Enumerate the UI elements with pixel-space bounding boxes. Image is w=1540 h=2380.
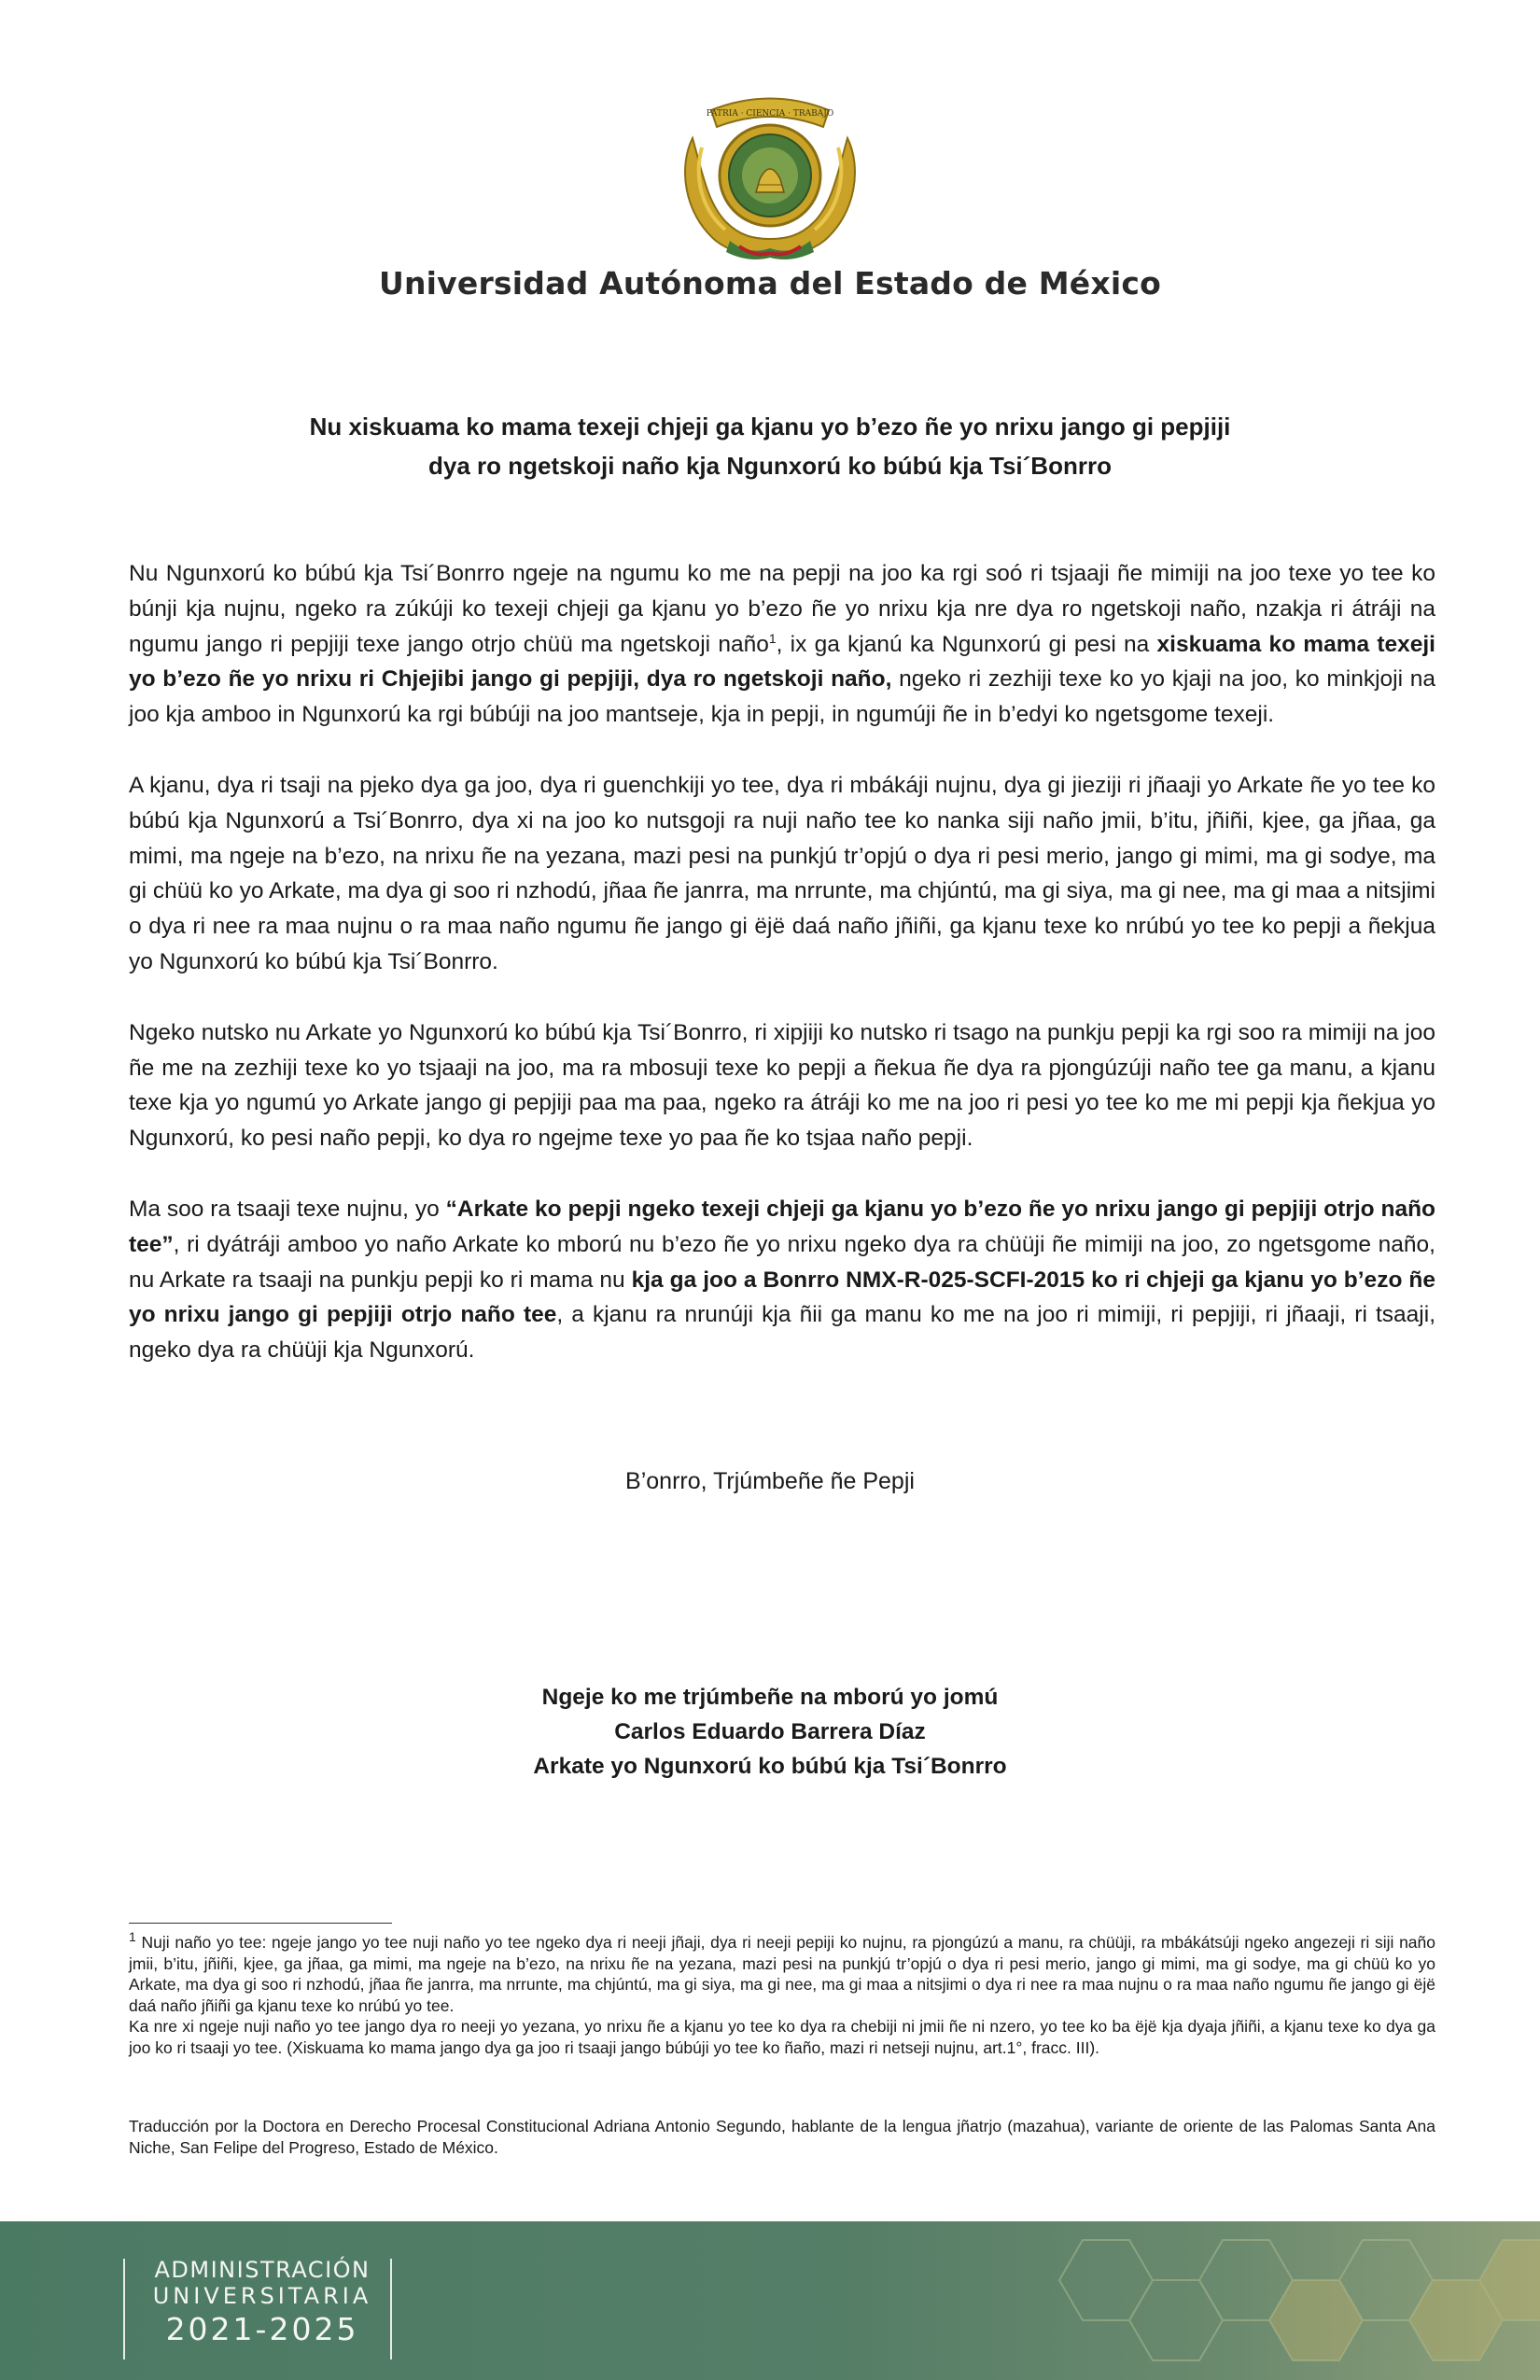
- p4-bold-1: “Arkate ko pepji ngeko texeji chjeji ga kjanu yo b’ezo ñe yo nrixu jango gi pepjiji otrjo naño tee”: [129, 1196, 1435, 1257]
- university-crest-logo: [674, 82, 866, 265]
- hexagon-pattern: [980, 2221, 1540, 2380]
- document-title: [131, 407, 1409, 485]
- footnote-paragraph-1: [129, 1929, 1435, 2016]
- footnote: [129, 1929, 1435, 2058]
- p1-text-2: , ix ga kjanú ka Ngunxorú gi pesi na: [776, 631, 1157, 657]
- administration-label: [140, 2257, 385, 2350]
- signature-name: Carlos Eduardo Barrera Díaz: [614, 1719, 926, 1744]
- p4-text-2: , ri dyátráji amboo yo naño Arkate ko mború nu b’ezo ñe yo nrixu ngeko dya ra chüüji ñe mimiji na joo, zo ngetsgome naño, nu Arkate ra tsaaji na punkju pepji ko ri mama nu: [129, 1231, 1435, 1293]
- footnote-paragraph-2: Ka nre xi ngeje nuji naño yo tee jango dya ro neeji yo yezana, yo nrixu ñe a kjanu yo tee ko dya ra chebiji ni jmii ñe ni nzero, yo tee ko ba ëjë kja dyaja jñiñi, a kjanu texe ko dya ga joo ko ri tsaaji yo tee. (Xiskuama ko mama jango dya ga joo ri tsaaji jango búbúji yo tee ko ñaño, mazi ri netseji nujnu, art.1°, fracc. III).: [129, 2017, 1435, 2057]
- p4-text-1: Ma soo ra tsaaji texe nujnu, yo: [129, 1196, 446, 1222]
- signature-role: Arkate yo Ngunxorú ko búbú kja Tsi´Bonrro: [533, 1754, 1007, 1779]
- paragraph-3: Ngeko nutsko nu Arkate yo Ngunxorú ko búbú kja Tsi´Bonrro, ri xipjiji ko nutsko ri tsago na punkju pepji ka rgi soo ra mimiji na joo ñe me na zezhiji texe ko yo tsjaaji na joo, ma ra mbosuji texe ko pepji a ñekua ñe dya ra pjongúzúji naño tee ga manu, a kjanu texe kja yo ngumú yo Arkate jango gi pepjiji paa ma paa, ngeko ra átráji ko me na joo ri pesi yo tee ko me mi pepji kja ñekjua yo Ngunxorú, ko pesi naño pepji, ko dya ro ngejme texe yo paa ñe ko tsjaa naño pepji.: [129, 1019, 1435, 1152]
- p1-text-3: ngeko ri zezhiji texe ko yo kjaji na joo, ko minkjoji na joo kja amboo in Ngunxorú ka rgi búbúji na joo mantseje, kja in pepji, in ngumúji ñe in b’edyi ko ngetsgome texeji.: [129, 666, 1435, 728]
- paragraph-2: A kjanu, dya ri tsaji na pjeko dya ga joo, dya ri guenchkiji yo tee, dya ri mbákáji nujnu, dya gi jieziji ri jñaaji yo Arkate ñe yo tee ko búbú kja Ngunxorú a Tsi´Bonrro, dya xi na joo ko nutsgoji ra nuji naño tee ko nanka siji naño jmii, b’itu, jñiñi, kjee, ga jñaa, ga mimi, ma ngeje na b’ezo, na nrixu ñe na yezana, mazi pesi na punkjú tr’opjú o dya ri pesi merio, jango gi mimi, ma gi sodye, ma gi chüü ko yo Arkate, ma dya gi soo ri nzhodú, jñaa ñe janrra, ma nrrunte, ma chjúntú, ma gi siya, ma gi nee, ma gi maa a nitsjimi o dya ri nee ra maa nujnu o ra maa naño ngumu ñe jango gi ëjë daá naño jñiñi, ga kjanu texe ko nrúbú yo tee ko pepji a ñekjua yo Ngunxorú ko búbú kja Tsi´Bonrro.: [129, 772, 1435, 974]
- footer-bracket-right: [390, 2259, 392, 2359]
- paragraph-1: [129, 556, 1435, 733]
- footnote-mark: 1: [129, 1929, 136, 1945]
- p4-bold-2: kja ga joo a Bonrro NMX-R-025-SCFI-2015 ko ri chjeji ga kjanu yo b’ezo ñe yo nrixu jango gi pepjiji otrjo naño tee: [129, 1267, 1435, 1328]
- footer-band: [0, 2221, 1540, 2380]
- footer-line-1: ADMINISTRACIÓN: [154, 2257, 371, 2283]
- p4-text-3: , a kjanu ra nrunúji kja ñii ga manu ko me na joo ri mimiji, ri pepjiji, ri jñaaji, ri tsaaji, ngeko dya ra chüüji kja Ngunxorú.: [129, 1302, 1435, 1364]
- signature-block: [0, 1680, 1540, 1784]
- crest-motto: PATRIA · CIENCIA · TRABAJO: [706, 109, 834, 119]
- signature-salutation: Ngeje ko me trjúmbeñe na mború yo jomú: [541, 1685, 999, 1710]
- footer-line-2: UNIVERSITARIA: [152, 2283, 372, 2309]
- title-line-1: Nu xiskuama ko mama texeji chjeji ga kjanu yo b’ezo ñe yo nrixu jango gi pepjiji: [309, 413, 1231, 441]
- p1-text-1: Nu Ngunxorú ko búbú kja Tsi´Bonrro ngeje na ngumu ko me na pepji na joo ka rgi soó ri tsjaaji ñe mimiji na joo texe yo tee ko búnji kja nujnu, ngeko ra zúkúji ko texeji chjeji ga kjanu yo b’ezo ñe yo nrixu kja nre dya ro ngetskoji naño, nzakja ri átráji na ngumu jango ri pepjiji texe jango otrjo chüü ma ngetskoji naño: [129, 561, 1435, 657]
- footer-bracket-left: [123, 2259, 125, 2359]
- footnote-divider: [129, 1923, 392, 1924]
- document-body: [129, 556, 1435, 1404]
- translation-note: Traducción por la Doctora en Derecho Procesal Constitucional Adriana Antonio Segundo, hablante de la lengua jñatrjo (mazahua), variante de oriente de las Palomas Santa Ana Niche, San Felipe del Progreso, Estado de México.: [129, 2117, 1435, 2157]
- footer-years: 2021-2025: [165, 2311, 359, 2347]
- footnote-ref: 1: [768, 630, 777, 646]
- paragraph-4: [129, 1192, 1435, 1368]
- footnote-text-1: Nuji naño yo tee: ngeje jango yo tee nuji naño yo tee ngeko dya ri neeji jñaji, dya ri neeji pepiji ko nujnu, ra pjongúzú a manu, ra chüüji, ra mbákátsúji ngeko angezeji ri siji naño jmii, b’itu, jñiñi, kjee, ga jñaa, ga mimi, ma ngeje na b’ezo, na nrixu ñe na yezana, mazi pesi na punkjú tr’opjú o dya ri pesi merio, jango gi mimi, ma gi sodye, ma gi chüü ko yo Arkate, ma dya gi soo ri nzhodú, jñaa ñe janrra, ma nrrunte, ma chjúntú, ma gi siya, ma gi nee, ma gi maa a nitsjimi o dya ri nee ra maa nujnu o ra maa naño ngumu ñe jango gi ëjë daá naño jñiñi ga kjanu texe ko nrúbú yo tee.: [129, 1933, 1435, 2015]
- closing-line: B’onrro, Trjúmbeñe ñe Pepji: [625, 1468, 915, 1494]
- university-name: Universidad Autónoma del Estado de México: [378, 265, 1162, 301]
- title-line-2: dya ro ngetskoji naño kja Ngunxorú ko búbú kja Tsi´Bonrro: [428, 452, 1112, 480]
- p1-bold: xiskuama ko mama texeji yo b’ezo ñe yo nrixu ri Chjejibi jango gi pepjiji, dya ro ngetskoji naño,: [129, 631, 1435, 693]
